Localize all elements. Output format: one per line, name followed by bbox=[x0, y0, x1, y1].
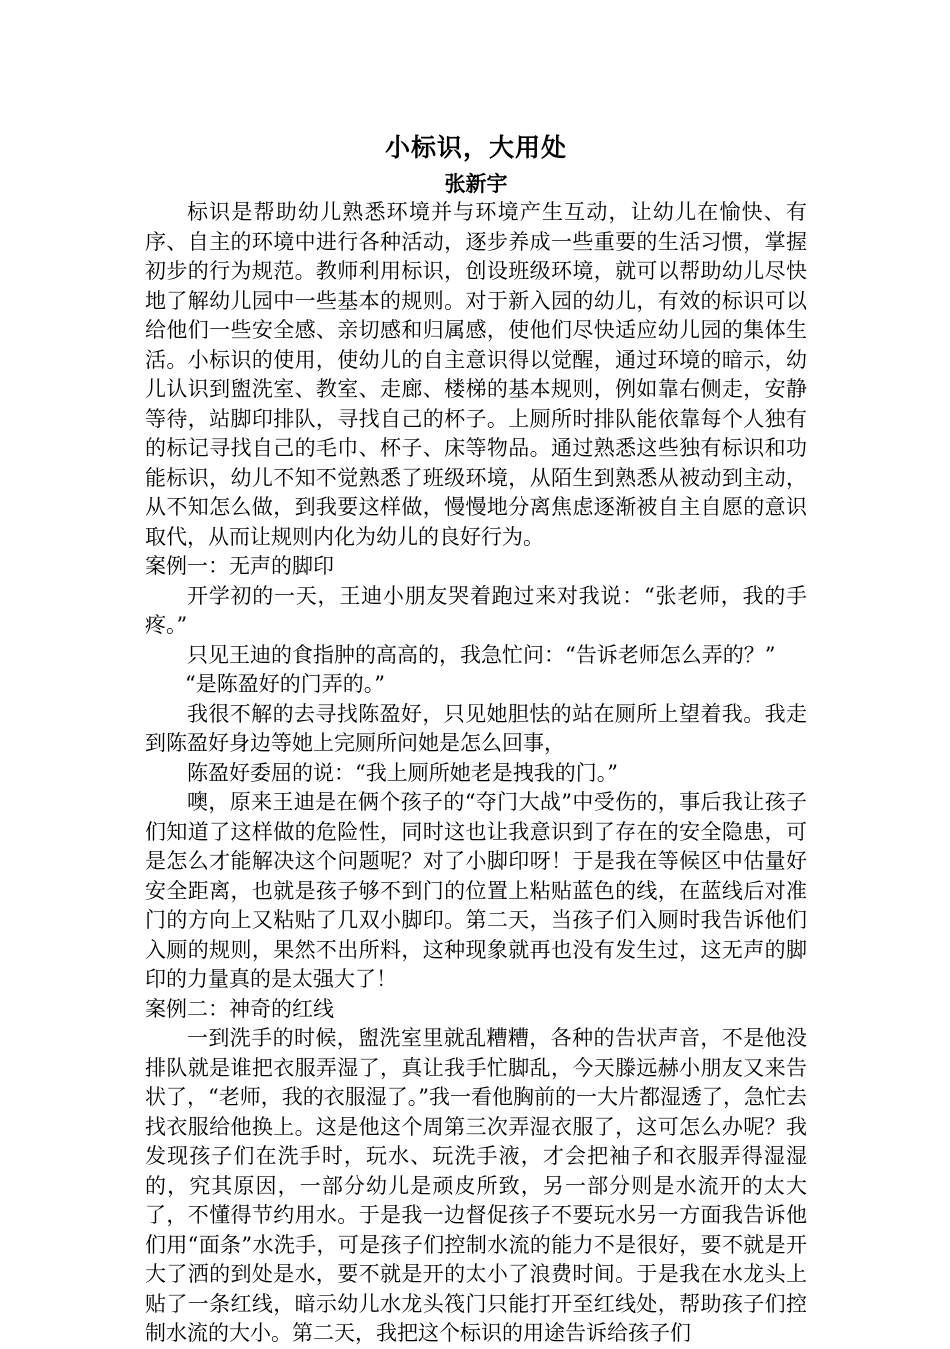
case-one-paragraph-3: “是陈盈好的门弄的。” bbox=[185, 672, 385, 696]
case-one-paragraph-1: 开学初的一天，王迪小朋友哭着跑过来对我说：“张老师，我的手疼。” bbox=[145, 583, 807, 637]
case-one-heading: 案例一：无声的脚印 bbox=[145, 554, 334, 578]
case-two-paragraph-1: 一到洗手的时候，盥洗室里就乱糟糟，各种的告状声音，不是他没排队就是谁把衣服弄湿了，真让我手忙脚乱，今天滕远赫小朋友又来告状了，“老师，我的衣服湿了。”我一看他胸前的一大片都湿透了，急忙去找衣服给他换上。这是他这个周第三次弄湿衣服了，这可怎么办呢？我发现孩子们在洗手时，玩水、玩洗手液，才会把袖子和衣服弄得湿湿的，究其原因，一部分幼儿是顽皮所致，另一部分则是水流开的太大了，不懂得节约用水。于是我一边督促孩子不要玩水另一方面我告诉他们用“面条”水洗手，可是孩子们控制水流的能力不是很好，要不就是开大了洒的到处是水，要不就是开的太小了浪费时间。于是我在水龙头上贴了一条红线，暗示幼儿水龙头筏门只能打开至红线处，帮助孩子们控制水流的大小。第二天，我把这个标识的用途告诉给孩子们 bbox=[145, 1026, 807, 1345]
case-one-paragraph-5: 陈盈好委屈的说：“我上厕所她老是拽我的门。” bbox=[187, 760, 618, 785]
case-one-paragraph-6: 噢，原来王迪是在俩个孩子的“夺门大战”中受伤的，事后我让孩子们知道了这样做的危险性，同时这也让我意识到了存在的安全隐患，可是怎么才能解决这个问题呢？对了小脚印呀！于是我在等候区中估量好安全距离，也就是孩子够不到门的位置上粘贴蓝色的线，在蓝线后对准门的方向上又粘贴了几双小脚印。第二天，当孩子们入厕时我告诉他们入厕的规则，果然不出所料，这种现象就再也没有发生过，这无声的脚印的力量真的是太强大了！ bbox=[145, 790, 807, 991]
document-title: 小标识，大用处 bbox=[384, 133, 567, 162]
case-one-paragraph-4: 我很不解的去寻找陈盈好，只见她胆怯的站在厕所上望着我。我走到陈盈好身边等她上完厕所问她是怎么回事， bbox=[145, 701, 807, 755]
document-author: 张新宇 bbox=[444, 172, 508, 196]
case-two-heading: 案例二：神奇的红线 bbox=[145, 996, 334, 1021]
intro-paragraph: 标识是帮助幼儿熟悉环境并与环境产生互动，让幼儿在愉快、有序、自主的环境中进行各种活动，逐步养成一些重要的生活习惯，掌握初步的行为规范。教师利用标识，创设班级环境，就可以帮助幼儿尽快地了解幼儿园中一些基本的规则。对于新入园的幼儿，有效的标识可以给他们一些安全感、亲切感和归属感，使他们尽快适应幼儿园的集体生活。小标识的使用，使幼儿的自主意识得以觉醒，通过环境的暗示，幼儿认识到盥洗室、教室、走廊、楼梯的基本规则，例如靠右侧走，安静等待，站脚印排队，寻找自己的杯子。上厕所时排队能依靠每个人独有的标记寻找自己的毛巾、杯子、床等物品。通过熟悉这些独有标识和功能标识，幼儿不知不觉熟悉了班级环境，从陌生到熟悉从被动到主动，从不知怎么做，到我要这样做，慢慢地分离焦虑逐渐被自主自愿的意识取代，从而让规则内化为幼儿的良好行为。 bbox=[145, 200, 807, 549]
document-body bbox=[145, 128, 807, 1349]
case-one-paragraph-2: 只见王迪的食指肿的高高的，我急忙问：“告诉老师怎么弄的？” bbox=[187, 642, 776, 667]
